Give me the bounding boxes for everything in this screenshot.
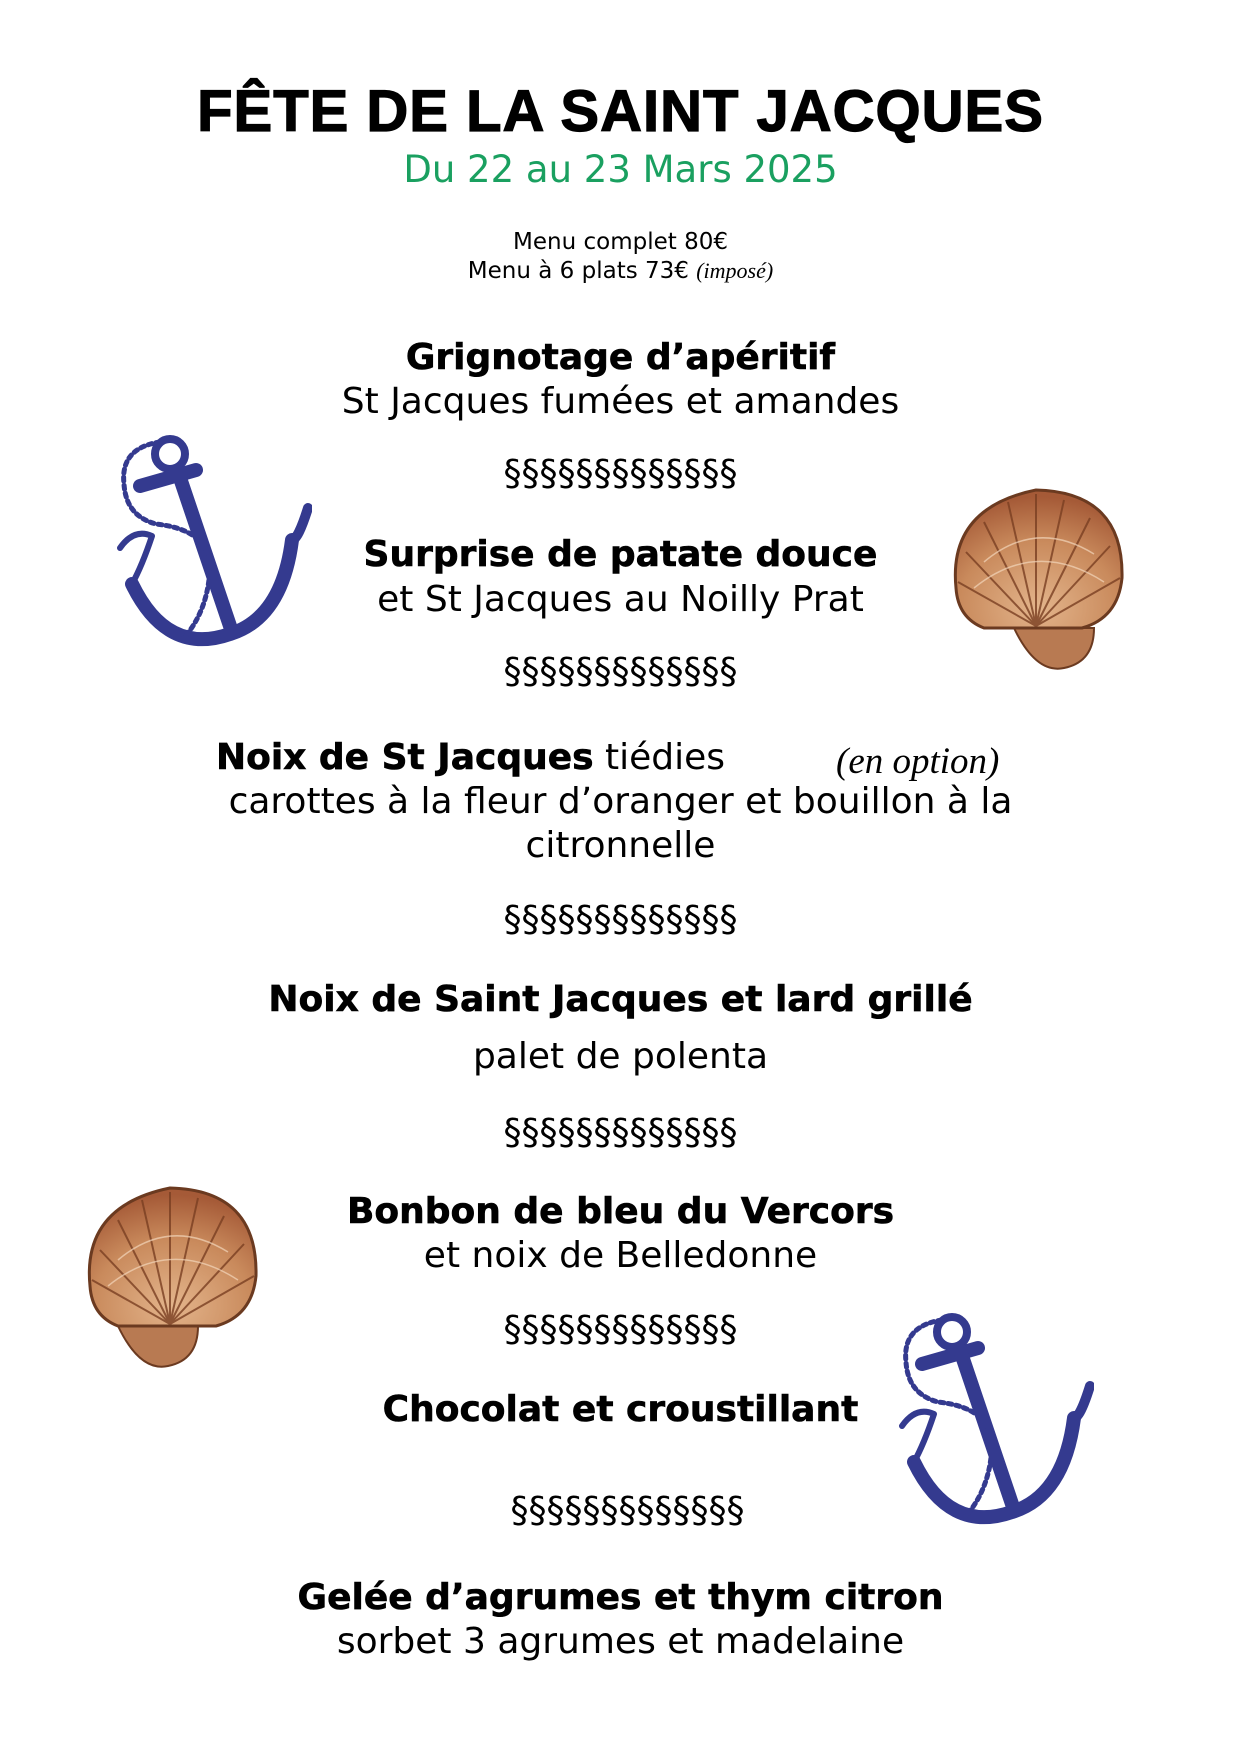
separator: §§§§§§§§§§§§§ bbox=[503, 651, 738, 692]
price-menu-six-text: Menu à 6 plats 73€ bbox=[467, 258, 689, 284]
course-7-title: Gelée d’agrumes et thym citron bbox=[297, 1577, 944, 1618]
separator: §§§§§§§§§§§§§ bbox=[510, 1490, 745, 1531]
course-4-desc: palet de polenta bbox=[472, 1036, 769, 1077]
price-menu-six-note: (imposé) bbox=[696, 258, 774, 283]
course-2-desc: et St Jacques au Noilly Prat bbox=[377, 579, 864, 620]
separator: §§§§§§§§§§§§§ bbox=[503, 899, 738, 940]
separator: §§§§§§§§§§§§§ bbox=[503, 453, 738, 494]
course-3-option: (en option) bbox=[836, 741, 1000, 782]
course-4-title: Noix de Saint Jacques et lard grillé bbox=[268, 979, 973, 1020]
price-menu-complet: Menu complet 80€ bbox=[513, 229, 728, 255]
course-3-desc-line1: carottes à la fleur d’oranger et bouillon à la bbox=[228, 781, 1013, 822]
course-1-title: Grignotage d’apéritif bbox=[405, 337, 836, 378]
separator: §§§§§§§§§§§§§ bbox=[503, 1112, 738, 1153]
price-menu-six bbox=[0, 258, 1241, 284]
course-2-title: Surprise de patate douce bbox=[363, 534, 878, 575]
anchor-icon bbox=[112, 428, 312, 668]
course-1-desc: St Jacques fumées et amandes bbox=[341, 381, 900, 422]
scallop-shell-icon bbox=[944, 478, 1130, 674]
event-dates: Du 22 au 23 Mars 2025 bbox=[403, 148, 838, 191]
course-3-title-suffix: tiédies bbox=[593, 737, 726, 778]
separator: §§§§§§§§§§§§§ bbox=[503, 1309, 738, 1350]
course-7-desc: sorbet 3 agrumes et madelaine bbox=[336, 1621, 905, 1662]
course-6-title: Chocolat et croustillant bbox=[382, 1389, 859, 1430]
course-3-title: Noix de St Jacques bbox=[215, 737, 594, 778]
page-title: FÊTE DE LA SAINT JACQUES bbox=[197, 79, 1044, 144]
scallop-shell-icon bbox=[78, 1176, 264, 1372]
course-3-desc-line2: citronnelle bbox=[525, 825, 716, 866]
anchor-icon bbox=[894, 1306, 1094, 1546]
course-5-title: Bonbon de bleu du Vercors bbox=[346, 1191, 895, 1232]
course-3-title-line bbox=[0, 737, 1241, 778]
course-5-desc: et noix de Belledonne bbox=[423, 1235, 818, 1276]
